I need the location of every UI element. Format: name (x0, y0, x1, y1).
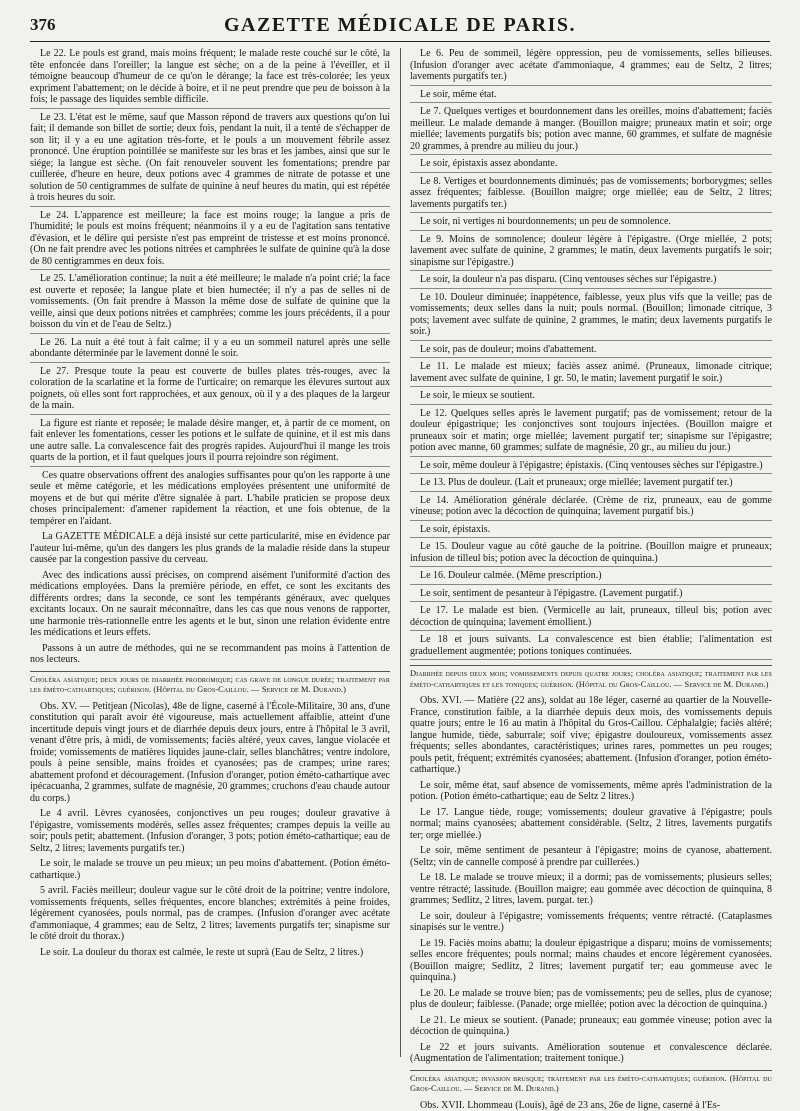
case-entry: Le soir, la douleur n'a pas disparu. (Cinq ventouses sèches sur l'épigastre.) (410, 274, 772, 289)
case-entry: Le 8. Vertiges et bourdonnements diminués; pas de vomissements; borborygmes; selles assez fréquentes; faiblesse. (Bouillon maigre; orge miellée; eau de Seltz, 2 litres; lavements purgatifs ter.) (410, 176, 772, 214)
observation-entry: Le 4 avril. Lèvres cyanosées, conjonctives un peu rouges; douleur gravative à l'épigastre, vomissements modérés, selles assez fréquentes; crampes depuis la veille au soir; pouls petit; abattement. (Infusion d'oranger, 3 pots; potion éméto-cathartique; eau de Seltz, 2 litres; lavements purgatifs ter.) (30, 808, 390, 854)
observation-entry: Le soir, douleur à l'épigastre; vomissements fréquents; ventre rétracté. (Cataplasmes sinapisés sur le ventre.) (410, 911, 772, 934)
case-entry: Le 22. Le pouls est grand, mais moins fréquent; le malade reste couché sur le côté, la tête enfoncée dans l'oreiller; la langue est sèche; on a de la peine à l'éveiller, et il témoigne beaucoup d'humeur de ce qu'on le dérange; la face est très-colorée; les yeux expriment l'abattement; on le décide à boire, et il ne peut prendre que peu de boisson à la fois; le passage des liquides semble difficile. (30, 48, 390, 109)
observation-entry: Obs. XVI. — Matière (22 ans), soldat au 18e léger, caserné au quartier de la Nouvelle-France, constitution faible, a la diarrhée depuis deux mois, des vomissements depuis quatre jours; entre le 16 au matin à l'hôpital du Gros-Caillou. Céphalalgie; faciès altéré; langue humide, tiède, saburrale; soif vive; épigastre douloureux, vomissements assez fréquents; selles abondantes, caractéristiques; urines rares, pommettes un peu rouges; pouls petit, fréquent; extrémités cyanosées; abattement. (Infusion d'oranger, potion éméto-cathartique.) (410, 695, 772, 776)
case-entry: Le soir, sentiment de pesanteur à l'épigastre. (Lavement purgatif.) (410, 588, 772, 603)
case-entry: Le 9. Moins de somnolence; douleur légère à l'épigastre. (Orge miellée, 2 pots; lavement avec sulfate de quinine, 2 grammes; le matin, deux lavements purgatifs le soir; sinapisme sur l'épigastre.) (410, 234, 772, 272)
observation-entry: Le 17. Langue tiède, rouge; vomissements; douleur gravative à l'épigastre; pouls normal; mains cyanosées; abattement considérable. (Seltz, 2 litres, lavements purgatifs ter; orge miellée.) (410, 807, 772, 842)
case-entry: Le soir, ni vertiges ni bourdonnements; un peu de somnolence. (410, 216, 772, 231)
observation-entry: Obs. XV. — Petitjean (Nicolas), 48e de ligne, caserné à l'École-Militaire, 30 ans, d'une constitution qui paraît avoir été vigoureuse, mais actuellement affaiblie, atteint d'une incertitude depuis vingt jours et de diarrhée depuis deux jours, entre à l'hôpital le 3 avril, venant d'être pris, à midi, de vomissements; faciès altéré, yeux caves, langue violacée et froide; vomissements de matières liquides jaune-clair, selles blanchâtres; ventre indolore, pouls à peine sensible, mains froides et cyanosées; pas de crampes; urine rares; abattement profond et découragement. (Infusion d'oranger, potion éméto-cathartique avec ipécacuanha, 2 grammes, sulfate de magnésie, 20 grammes; cruchons d'eau chaude autour du corps.) (30, 701, 390, 805)
observation-entry: Le soir, même état, sauf absence de vomissements, même après l'administration de la potion. (Potion éméto-cathartique; eau de Seltz 2 litres.) (410, 780, 772, 803)
case-entry: Le soir, épistaxis assez abondante. (410, 158, 772, 173)
case-entry: Le 25. L'amélioration continue; la nuit a été meilleure; le malade n'a point crié; la face est ouverte et reposée; la langue plate et bien humectée; il n'y a pas de selles ni de vomissements. (On fait prendre à Masson la même dose de sulfate de quinine que la veille, ainsi que deux potions nitrées et camphrées; comme les jours précédents, il a pour boisson du vin et de l'eau de Seltz.) (30, 273, 390, 334)
observation-entry: Le soir, même sentiment de pesanteur à l'épigastre; moins de cyanose, abattement. (Seltz; vin de cannelle composé à prendre par cuillerées.) (410, 845, 772, 868)
case-heading: Choléra asiatique; deux jours de diarrhée prodromique; cas grave de longue durée; traitement par les éméto-cathartiques; guérison. (Hôpital du Gros-Caillou. — Service de M. Durand.) (30, 671, 390, 696)
case-entry: Le soir, pas de douleur; moins d'abattement. (410, 344, 772, 359)
case-entry: Le 15. Douleur vague au côté gauche de la poitrine. (Bouillon maigre et pruneaux; infusion de tilleul bis; potion avec la décoction de quinquina.) (410, 541, 772, 567)
case-heading: Choléra asiatique; invasion brusque; traitement par les éméto-cathartiques; guérison. (Hôpital du Gros-Caillou. — Service de M. Durand.) (410, 1070, 772, 1095)
observation-entry: Obs. XVII. Lhommeau (Louis), âgé de 23 ans, 26e de ligne, caserné à l'Es- (410, 1100, 772, 1111)
commentary-paragraph: La GAZETTE MÉDICALE a déjà insisté sur cette particularité, mise en évidence par l'auteur lui-même, qu'un des dangers les plus grands de la maladie réside dans la stupeur causée par la congestion passive du cerveau. (30, 531, 390, 566)
commentary-paragraph: Passons à un autre de méthodes, qui ne se recommandent pas moins à l'attention de nos lecteurs. (30, 643, 390, 666)
case-entry: Le soir, épistaxis. (410, 524, 772, 539)
left-column (30, 48, 390, 1059)
case-entry: Le 11. Le malade est mieux; faciès assez animé. (Pruneaux, limonade citrique; lavement avec sulfate de quinine, 1 gr. 50, le matin; lavement purgatif le soir.) (410, 361, 772, 387)
observation-entry: Le 18. Le malade se trouve mieux; il a dormi; pas de vomissements; plusieurs selles; ventre rétracté; lassitude. (Bouillon maigre; eau gommée avec décoction de quinquina, 8 grammes; Sedlitz, 2 litres, lavem. purgat. ter.) (410, 872, 772, 907)
page-number: 376 (30, 15, 90, 35)
case-entry: Le 13. Plus de douleur. (Lait et pruneaux; orge miellée; lavement purgatif ter.) (410, 477, 772, 492)
observation-entry: Le 19. Faciès moins abattu; la douleur épigastrique a disparu; moins de vomissements; selles encore fréquentes; pouls normal; mains chaudes et encore légèrement cyanosées. (Bouillon maigre; Sedlitz, 2 litres; lavement purgatif ter; eau gommeuse avec le quinquina.) (410, 938, 772, 984)
observation-entry: Le soir, le malade se trouve un peu mieux; un peu moins d'abattement. (Potion éméto-cathartique.) (30, 858, 390, 881)
observation-entry: Le 20. Le malade se trouve bien; pas de vomissements; peu de selles, plus de cyanose; plus de douleur; faiblesse. (Panade; orge miellée; potion avec la décoction de quinquina.) (410, 988, 772, 1011)
case-entry: Le 14. Amélioration générale déclarée. (Crème de riz, pruneaux, eau de gomme vineuse; potion avec la décoction de quinquina; lavement purgatif bis.) (410, 495, 772, 521)
observation-entry: Le soir. La douleur du thorax est calmée, le reste ut suprà (Eau de Seltz, 2 litres.) (30, 947, 390, 959)
commentary-paragraph: Ces quatre observations offrent des analogies suffisantes pour qu'on les rapporte à une seule et même catégorie, et les médications employées présentent une uniformité de moyens et de but qui mérite d'être signalée à part. L'habile praticien se propose deux choses principalement: d'amener rapidement la réaction, et une fois obtenue, de la tempérer en l'aidant. (30, 470, 390, 528)
case-entry: Le 18 et jours suivants. La convalescence est bien établie; l'alimentation est graduellement augmentée; potions toniques continuées. (410, 634, 772, 660)
case-entry: La figure est riante et reposée; le malade désire manger, et, à partir de ce moment, on fait enlever les fomentations, cesser les potions et le sulfate de quinine, et il est mis dans une autre salle. La convalescence fait des progrès rapides. Aujourd'hui il mange les trois quarts de la portion, et il faut quelques jours il pourra rejoindre son régiment. (30, 418, 390, 467)
case-entry: Le soir, même état. (410, 89, 772, 104)
case-entry: Le 12. Quelques selles après le lavement purgatif; pas de vomissement; retour de la douleur épigastrique; les conjonctives sont toujours injectées. (Bouillon maigre et pruneaux soir et matin; orge miellée; lavement purgatif ter; sinapisme sur l'épigastre; potion avec manne, 60 grammes; sulfate de magnésie, 20 gr., au milieu du jour.) (410, 408, 772, 457)
case-entry: Le 7. Quelques vertiges et bourdonnement dans les oreilles, moins d'abattement; faciès meilleur. Le malade demande à manger. (Bouillon maigre; pruneaux matin et soir; orge miellée; lavements purgatifs bis; potion avec manne, 60 grammes, et sulfate de magnésie 20 grammes, à prendre au milieu du jour.) (410, 106, 772, 155)
case-entry: Le 17. Le malade est bien. (Vermicelle au lait, pruneaux, tilleul bis; potion avec décoction de quinquina; lavement émollient.) (410, 605, 772, 631)
observation-entry: 5 avril. Faciès meilleur; douleur vague sur le côté droit de la poitrine; ventre indolore, vomissements fréquents, selles fréquentes, encore blanches; extrémités à peine froides, légèrement cyanosées, pouls normal, pas de crampes. (Infusion d'oranger avec acétate d'ammoniaque, 4 grammes; eau de Seltz, 2 litres; lavements purgatifs ter; sinapisme sur le côté droit du thorax.) (30, 885, 390, 943)
column-divider (400, 48, 401, 1057)
commentary-paragraph: Avec des indications aussi précises, on comprend aisément l'uniformité d'action des médications employées. Dans la première période, en effet, ce sont les excitants des différents ordres; dans la seconde, ce sont les tempérants généraux, avec quelques excitants locaux. On ne saurait méconnaître, dans les cas que nous venons de rapporter, une harmonie très-rationnelle entre les agents et le but, sinon une relation évidente entre les médications et leurs effets. (30, 570, 390, 639)
header-rule (30, 41, 770, 42)
case-entry: Le soir, même douleur à l'épigastre; épistaxis. (Cinq ventouses sèches sur l'épigastre.) (410, 460, 772, 475)
journal-title: GAZETTE MÉDICALE DE PARIS. (90, 14, 710, 37)
case-entry: Le 26. La nuit a été tout à fait calme; il y a eu un sommeil naturel après une selle abondante déterminée par le lavement donné le soir. (30, 337, 390, 363)
case-entry: Le 6. Peu de sommeil, légère oppression, peu de vomissements, selles bilieuses. (Infusion d'oranger avec acétate d'ammoniaque, 4 grammes; eau de Seltz, 2 litres; lavements purgatifs ter.) (410, 48, 772, 86)
case-entry: Le 16. Douleur calmée. (Même prescription.) (410, 570, 772, 585)
observation-entry: Le 22 et jours suivants. Amélioration soutenue et convalescence déclarée. (Augmentation de l'alimentation; traitement tonique.) (410, 1042, 772, 1065)
case-entry: Le 27. Presque toute la peau est couverte de bulles plates très-rouges, avec la coloration de la scarlatine et la forme de l'urticaire; on remarque les élevures surtout aux poignets, où elles sont fort rapprochées, et aux genoux, où il y a des plaques de la largeur de la main. (30, 366, 390, 415)
case-entry: Le 24. L'apparence est meilleure; la face est moins rouge; la langue a pris de l'humidité; le pouls est moins fréquent; néanmoins il y a eu de l'agitation sans tentative d'évasion, et le délire qui persiste n'est pas empreint de tristesse et est moins prononcé. (On ne fait prendre avec les potions nitrées et camphrées le sulfate de quinine qu'à la dose de 80 centigrammes en deux fois. (30, 210, 390, 271)
case-entry: Le soir, le mieux se soutient. (410, 390, 772, 405)
case-entry: Le 23. L'état est le même, sauf que Masson répond de travers aux questions qu'on lui fait; il demande son billet de sortie; deux fois, pendant la nuit, il a tenté de s'échapper de son lit; il y a eu une agitation très-forte, et le pouls a un mouvement fébrile assez prononcé. Une éruption pointillée se manifeste sur les bras et les jambes, ainsi que sur le siége; la langue est sèche. (On fait renouveler souvent les fomentations; prendre par cuillerée, d'heure en heure, deux potions avec 4 grammes de nitrate de potasse et une solution de 50 centigrammes de sulfate de quinine à neuf heures du matin, qui est répétée à trois heures du soir. (30, 112, 390, 207)
case-entry: Le 10. Douleur diminuée; inappétence, faiblesse, yeux plus vifs que la veille; pas de vomissements; deux selles dans la nuit; pouls normal. (Bouillon; limonade citrique, 3 pots; lavement avec sulfate de quinine, 2 grammes, le matin; deux lavements purgatifs le soir.) (410, 292, 772, 341)
right-column (410, 48, 772, 1059)
case-heading: Diarrhée depuis deux mois; vomissements depuis quatre jours; choléra asiatique; traitement par les éméto-cathartiques et les toniques; guérison. (Hôpital du Gros-Caillou. — Service de M. Durand.) (410, 665, 772, 690)
observation-entry: Le 21. Le mieux se soutient. (Panade; pruneaux; eau gommée vineuse; potion avec la décoction de quinquina.) (410, 1015, 772, 1038)
page-header (30, 10, 770, 40)
